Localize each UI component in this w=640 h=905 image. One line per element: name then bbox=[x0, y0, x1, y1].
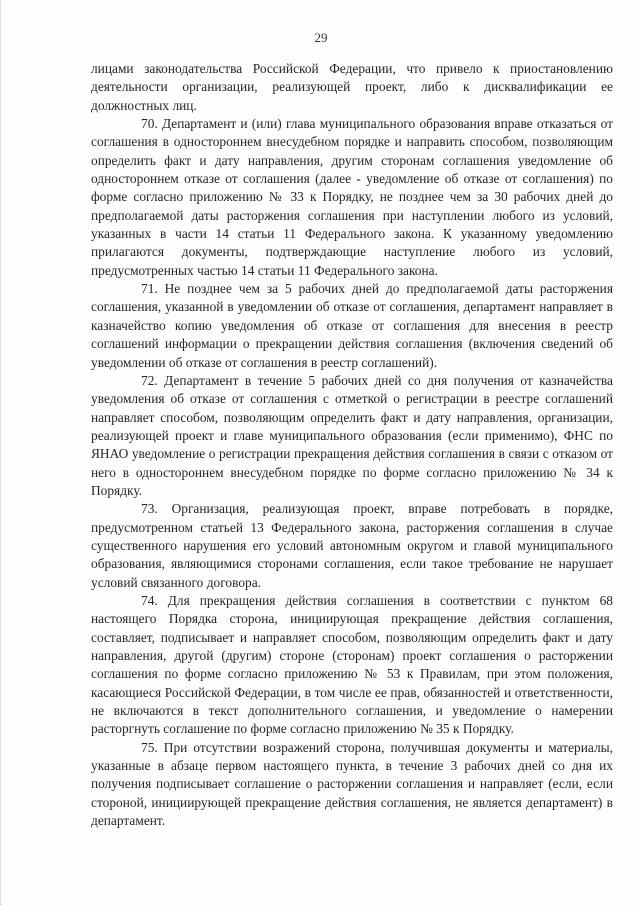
paragraph-73: 73. Организация, реализующая проект, вправе потребовать в порядке, предусмотренном статьей 13 Федерального закона, расторжения соглашения в случае существенного нарушения его условий автономным округом и главой муниципального образования, являющимися сторонами соглашения, если такое требование не нарушает условий связанного договора. bbox=[91, 501, 613, 590]
paragraph-continuation: лицами законодательства Российской Федерации, что привело к приостановлению деятельности организации, реализующей проект, либо к дисквалификации ее должностных лиц. bbox=[91, 61, 613, 113]
page-number: 29 bbox=[314, 30, 328, 45]
paragraph-70: 70. Департамент и (или) глава муниципального образования вправе отказаться от соглашения в одностороннем внесудебном порядке и направить способом, позволяющим определить факт и дату направления, другим сторонам соглашения уведомление об одностороннем отказе от соглашения (далее - уведомление об отказе от соглашения) по форме согласно приложению № 33 к Порядку, не позднее чем за 30 рабочих дней до предполагаемой даты расторжения соглашения при наступлении любого из условий, указанных в части 14 статьи 11 Федерального закона. К указанному уведомлению прилагаются документы, подтверждающие наступление любого из условий, предусмотренных частью 14 статьи 11 Федерального закона. bbox=[91, 116, 613, 278]
paragraph-71: 71. Не позднее чем за 5 рабочих дней до предполагаемой даты расторжения соглашения, указанной в уведомлении об отказе от соглашения, департамент направляет в казначейство копию уведомления об отказе от соглашения для внесения в реестр соглашений информации о прекращении действия соглашения (включения сведений об уведомлении об отказе от соглашения в реестр соглашений). bbox=[91, 281, 613, 370]
paragraph-74: 74. Для прекращения действия соглашения в соответствии с пунктом 68 настоящего Порядка сторона, инициирующая прекращение действия соглашения, составляет, подписывает и направляет способом, позволяющим определить факт и дату направления, другой (другим) стороне (сторонам) проект соглашения о расторжении соглашения по форме согласно приложению № 53 к Правилам, при этом положения, касающиеся Российской Федерации, в том числе ее прав, обязанностей и ответственности, не включаются в текст дополнительного соглашения, и уведомление о намерении расторгнуть соглашение по форме согласно приложению № 35 к Порядку. bbox=[91, 592, 613, 737]
paragraph-75: 75. При отсутствии возражений сторона, получившая документы и материалы, указанные в абзаце первом настоящего пункта, в течение 3 рабочих дней со дня их получения подписывает соглашение о расторжении соглашения и направляет (если, если стороной, инициирующей прекращение действия соглашения, не является департамент) в департамент. bbox=[91, 739, 613, 829]
document-body bbox=[91, 60, 613, 830]
paragraph-72: 72. Департамент в течение 5 рабочих дней со дня получения от казначейства уведомления об отказе от соглашения с отметкой о регистрации в реестре соглашений направляет способом, позволяющим определить факт и дату направления, организации, реализующей проект и главе муниципального образования (если применимо), ФНС по ЯНАО уведомление о регистрации прекращения действия соглашения в связи с отказом от него в одностороннем внесудебном порядке по форме согласно приложению № 34 к Порядку. bbox=[91, 372, 613, 498]
